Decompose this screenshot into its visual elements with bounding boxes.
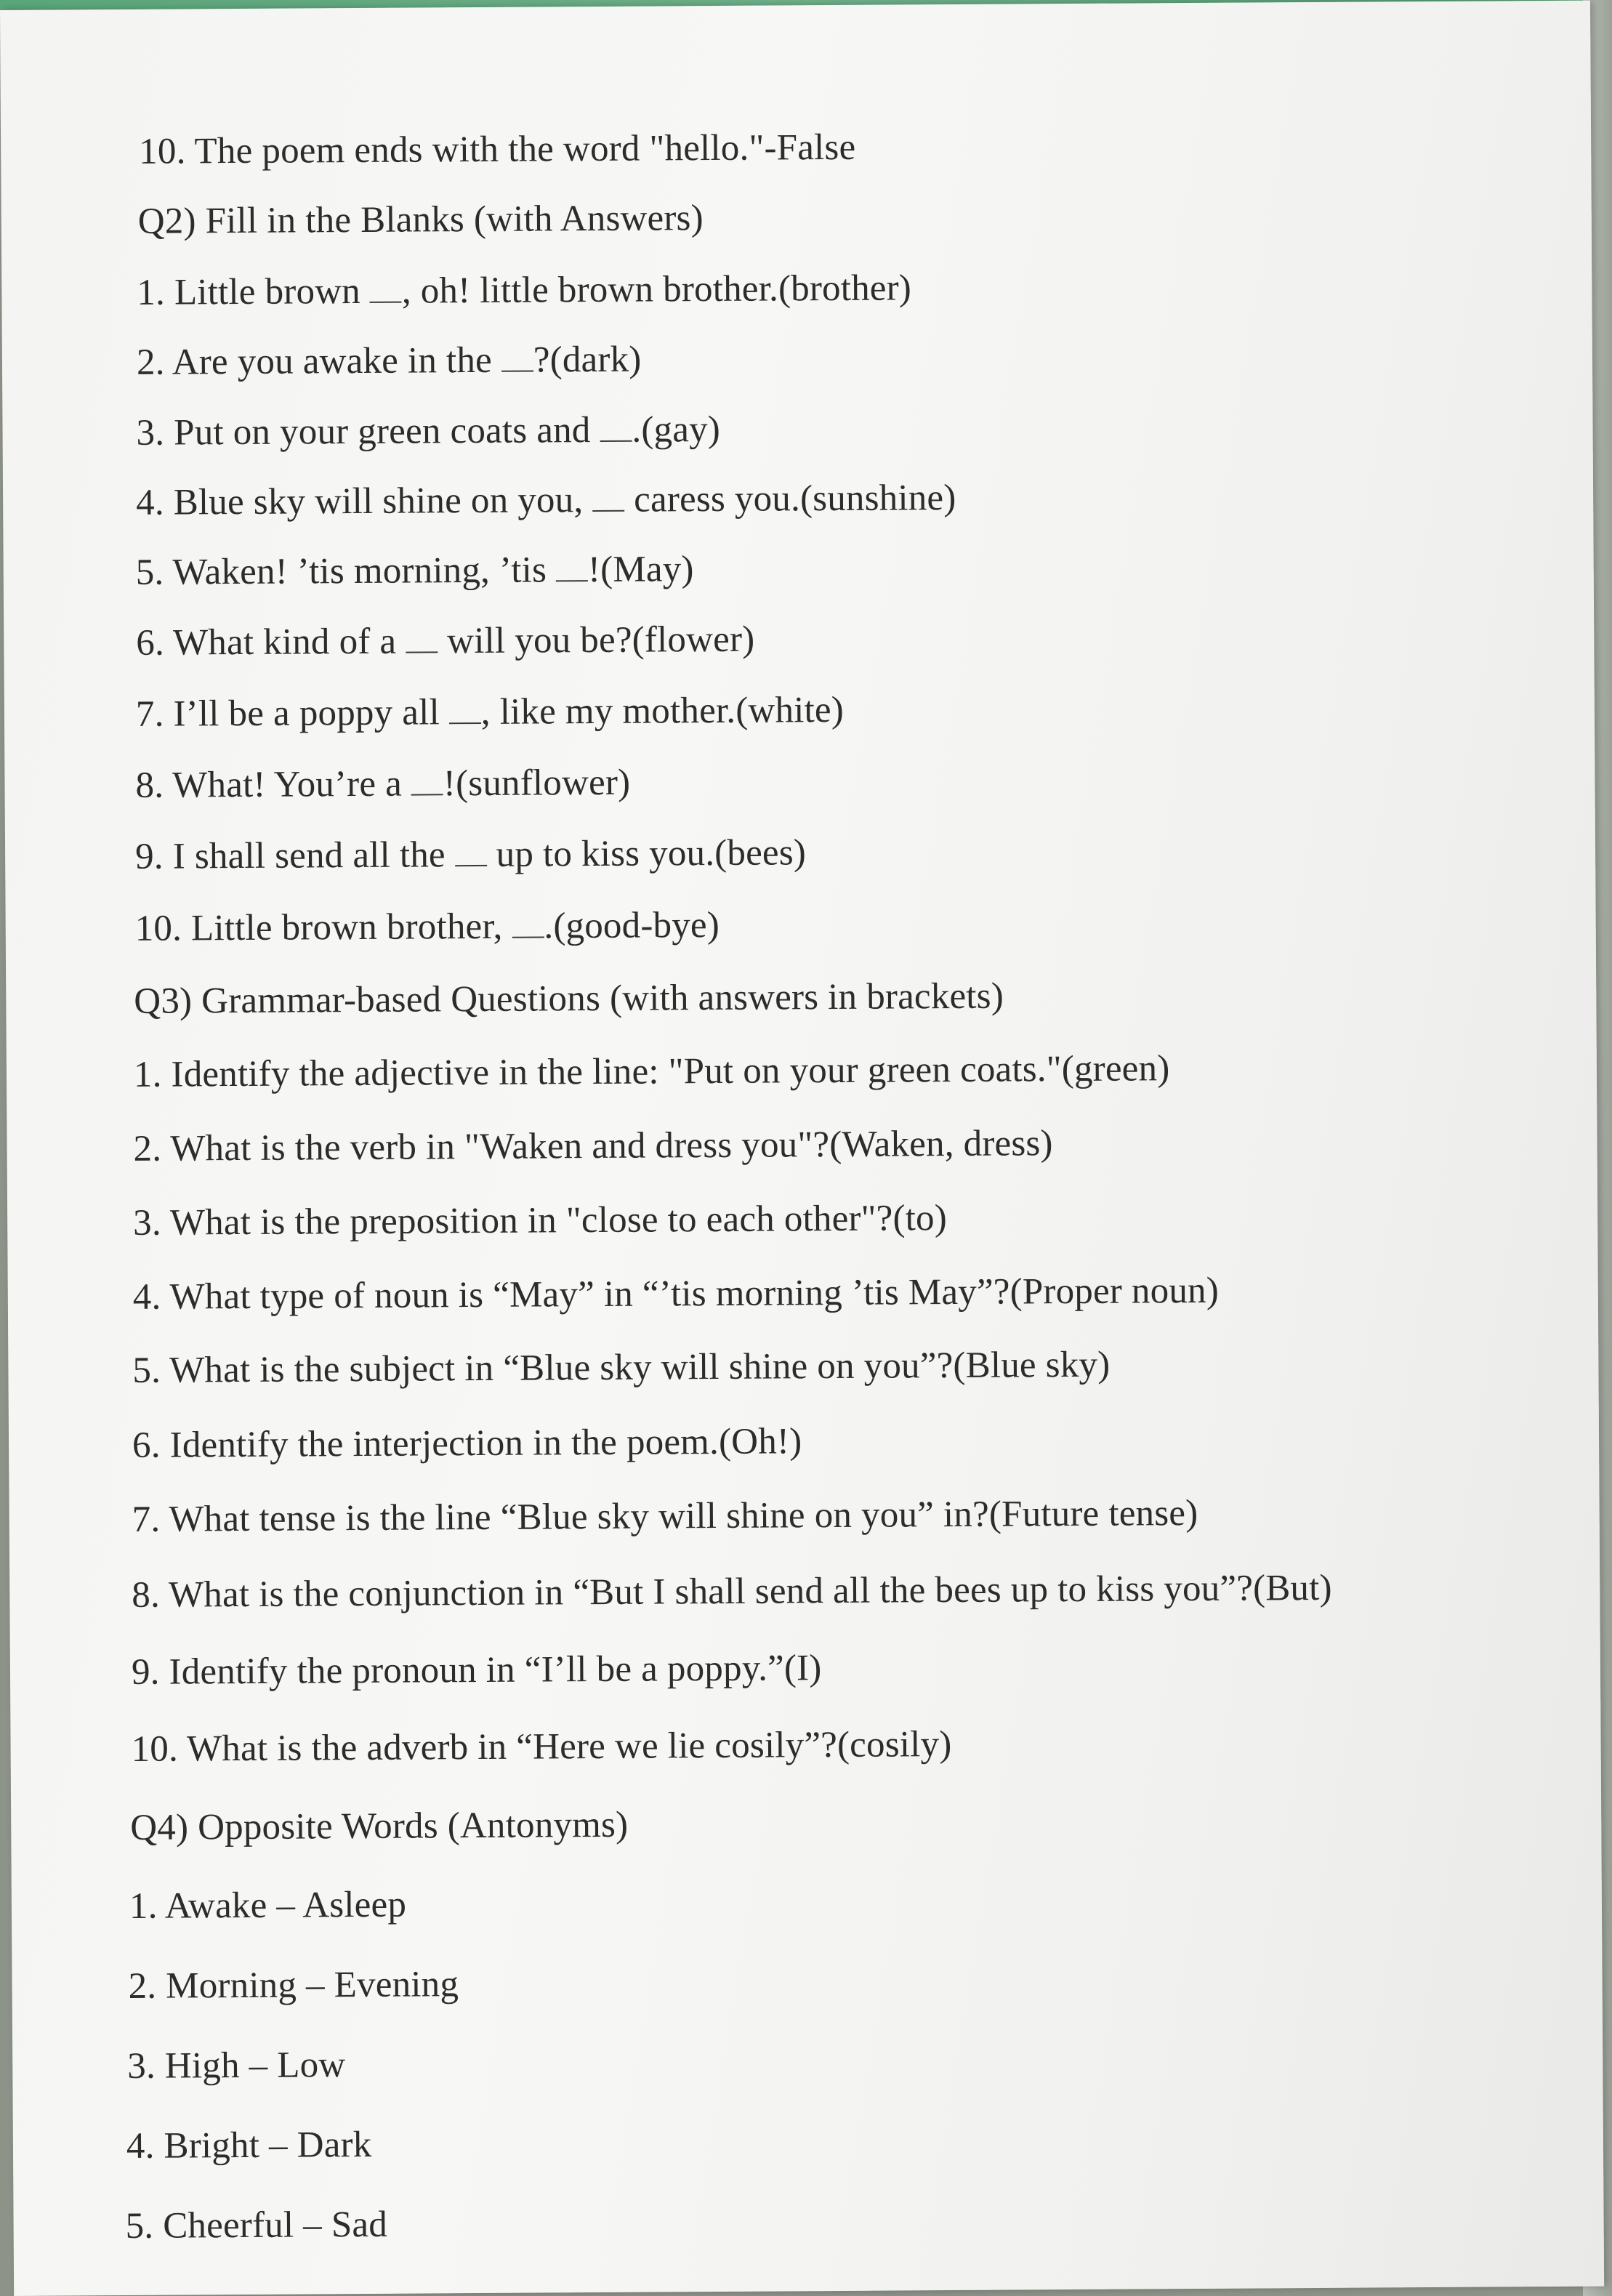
- q4-item-3: 3. High – Low: [127, 2045, 346, 2087]
- q2-item-9-after: up to kiss you.(bees): [486, 832, 807, 875]
- q2-item-10: [135, 903, 720, 951]
- q2-item-10-after: .(good-bye): [544, 904, 720, 947]
- q2-item-1: [137, 266, 911, 315]
- q1-item-10: 10. The poem ends with the word "hello."-False: [139, 126, 856, 172]
- blank-line: [512, 909, 544, 938]
- q3-item-10: 10. What is the adverb in “Here we lie cosily”?(cosily): [131, 1724, 952, 1770]
- q4-item-4: 4. Bright – Dark: [126, 2124, 372, 2167]
- worksheet-page: [0, 1, 1604, 2296]
- q2-item-4-after: caress you.(sunshine): [624, 477, 956, 520]
- q2-heading: Q2) Fill in the Blanks (with Answers): [137, 198, 704, 242]
- q2-item-6-before: 6. What kind of a: [136, 621, 406, 664]
- blank-line: [455, 837, 487, 866]
- blank-line: [556, 552, 588, 581]
- blank-line: [411, 766, 443, 795]
- q3-item-4: 4. What type of noun is “May” in “’tis morning ’tis May”?(Proper noun): [132, 1270, 1220, 1318]
- q2-item-2-after: ?(dark): [533, 339, 642, 381]
- blank-line: [600, 413, 632, 442]
- blank-line: [406, 624, 438, 653]
- q2-item-2-before: 2. Are you awake in the: [136, 339, 502, 383]
- q2-item-7: [136, 688, 844, 736]
- q3-item-8: 8. What is the conjunction in “But I shall send all the bees up to kiss you”?(But): [132, 1567, 1332, 1616]
- q2-item-7-after: , like my mother.(white): [480, 689, 845, 733]
- q2-item-8-after: !(sunflower): [443, 762, 631, 805]
- q3-item-7: 7. What tense is the line “Blue sky will shine on you” in?(Future tense): [132, 1492, 1198, 1540]
- q3-item-5: 5. What is the subject in “Blue sky will shine on you”?(Blue sky): [132, 1344, 1111, 1391]
- q2-item-5: [136, 547, 694, 595]
- q2-item-3-before: 3. Put on your green coats and: [136, 409, 600, 454]
- q2-item-5-after: !(May): [587, 549, 694, 591]
- q3-item-6: 6. Identify the interjection in the poem.(Oh!): [132, 1421, 802, 1466]
- q2-item-1-before: 1. Little brown: [137, 270, 371, 313]
- q4-item-1: 1. Awake – Asleep: [129, 1884, 407, 1927]
- q3-item-3: 3. What is the preposition in "close to each other"?(to): [133, 1198, 948, 1244]
- q3-item-1: 1. Identify the adjective in the line: "Put on your green coats."(green): [133, 1048, 1170, 1095]
- q2-item-9-before: 9. I shall send all the: [134, 834, 455, 877]
- q2-item-3-after: .(gay): [632, 408, 721, 451]
- q4-item-5: 5. Cheerful – Sad: [125, 2204, 388, 2247]
- q2-item-1-after: , oh! little brown brother.(brother): [401, 267, 912, 312]
- blank-line: [501, 343, 533, 372]
- q2-item-4: [136, 476, 956, 525]
- q2-item-9: [135, 831, 806, 879]
- q2-item-6: [136, 618, 754, 665]
- q2-item-10-before: 10. Little brown brother,: [134, 906, 512, 949]
- q3-heading: Q3) Grammar-based Questions (with answers in brackets): [134, 975, 1004, 1022]
- blank-line: [370, 274, 402, 303]
- q2-item-2: [137, 338, 642, 384]
- q4-item-2: 2. Morning – Evening: [128, 1964, 459, 2007]
- q4-heading: Q4) Opposite Words (Antonyms): [130, 1804, 629, 1848]
- q2-item-6-after: will you be?(flower): [438, 619, 755, 662]
- q2-item-8: [135, 761, 630, 807]
- q3-item-9: 9. Identify the pronoun in “I’ll be a poppy.”(I): [131, 1648, 822, 1693]
- q2-item-5-before: 5. Waken! ’tis morning, ’tis: [135, 549, 557, 593]
- blank-line: [592, 483, 624, 512]
- q2-item-3: [136, 408, 720, 455]
- q2-item-4-before: 4. Blue sky will shine on you,: [135, 480, 593, 523]
- q3-item-2: 2. What is the verb in "Waken and dress you"?(Waken, dress): [133, 1123, 1053, 1169]
- q2-item-7-before: 7. I’ll be a poppy all: [135, 692, 449, 735]
- blank-line: [449, 695, 481, 724]
- q2-item-8-before: 8. What! You’re a: [135, 763, 412, 806]
